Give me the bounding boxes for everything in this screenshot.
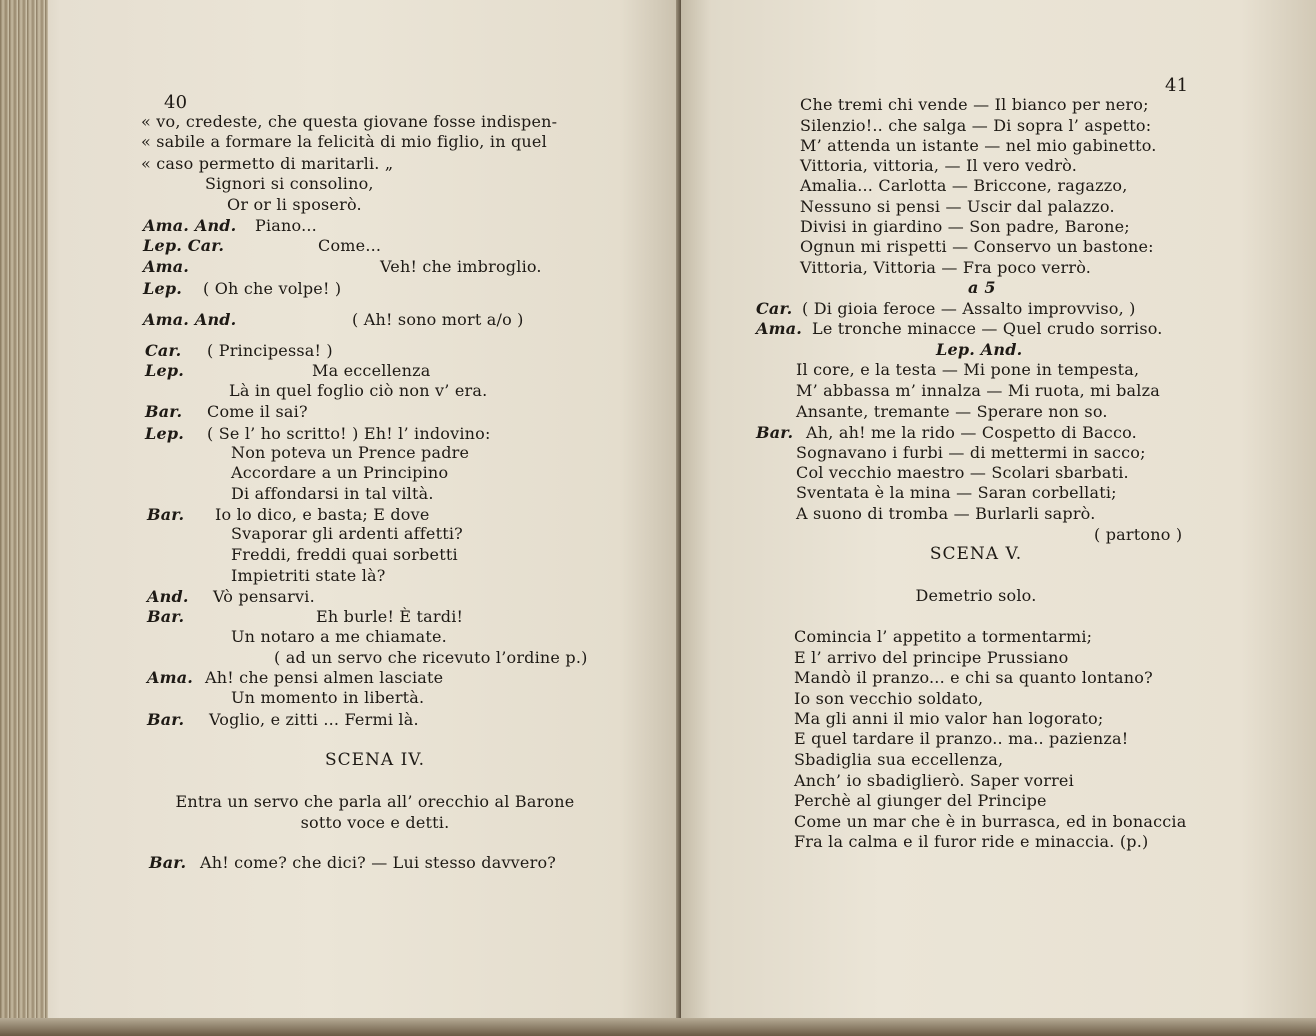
text-line: Voglio, e zitti ... Fermi là. <box>209 710 419 729</box>
text-line: Vò pensarvi. <box>213 587 315 606</box>
monologue-line: Comincia l’ appetito a tormentarmi; <box>794 627 1093 646</box>
text-line: ( Di gioia feroce — Assalto improvviso, ) <box>802 299 1136 318</box>
text-line: Svaporar gli ardenti affetti? <box>231 524 463 543</box>
text-line: Ah! come? che dici? — Lui stesso davvero? <box>200 853 557 872</box>
monologue-line: Perchè al giunger del Principe <box>794 791 1047 810</box>
scene-title: SCENA V. <box>929 544 1023 564</box>
text-line: ( Ah! sono mort a/o ) <box>352 310 524 329</box>
speaker-label: Bar. <box>147 710 185 729</box>
text-line: Nessuno si pensi — Uscir dal palazzo. <box>800 197 1115 216</box>
text-line: Che tremi chi vende — Il bianco per nero; <box>800 95 1149 114</box>
text-line: Ma eccellenza <box>312 361 431 380</box>
speaker-label: Ama. <box>143 257 190 276</box>
text-line: Di affondarsi in tal viltà. <box>231 484 434 503</box>
monologue-line: Io son vecchio soldato, <box>794 689 984 708</box>
speaker-label: Bar. <box>147 505 185 524</box>
speaker-label: Lep. <box>145 361 184 380</box>
monologue-line: E l’ arrivo del principe Prussiano <box>794 648 1069 667</box>
speaker-label: Bar. <box>145 402 183 421</box>
text-line: « caso permetto di maritarli. „ <box>141 154 394 173</box>
book-bottom-edge <box>0 1018 1316 1036</box>
text-line: Ah, ah! me la rido — Cospetto di Bacco. <box>806 423 1137 442</box>
text-line: Col vecchio maestro — Scolari sbarbati. <box>796 463 1129 482</box>
text-line: A suono di tromba — Burlarli saprò. <box>796 504 1096 523</box>
speaker-label: Lep. And. <box>936 340 1023 359</box>
speaker-label: Ama. And. <box>143 310 237 329</box>
ensemble-label: a 5 <box>968 278 996 297</box>
text-line: Come il sai? <box>207 402 308 421</box>
monologue-line: Ma gli anni il mio valor han logorato; <box>794 709 1104 728</box>
text-line: Come... <box>318 236 382 255</box>
speaker-label: And. <box>147 587 189 606</box>
text-line: Freddi, freddi quai sorbetti <box>231 545 458 564</box>
text-line: Là in quel foglio ciò non v’ era. <box>229 381 488 400</box>
text-line: Vittoria, Vittoria — Fra poco verrò. <box>800 258 1092 277</box>
text-line: ( Oh che volpe! ) <box>203 279 342 298</box>
text-line: Ah! che pensi almen lasciate <box>205 668 444 687</box>
text-line: Un notaro a me chiamate. <box>231 627 447 646</box>
page-edges <box>0 0 48 1036</box>
text-line: Divisi in giardino — Son padre, Barone; <box>800 217 1130 236</box>
monologue-line: Come un mar che è in burrasca, ed in bonaccia <box>794 812 1187 831</box>
text-line: Or or li sposerò. <box>227 195 362 214</box>
text-line: Silenzio!.. che salga — Di sopra l’ aspetto: <box>800 116 1152 135</box>
scene-subtitle: Demetrio solo. <box>915 586 1037 605</box>
speaker-label: Bar. <box>147 607 185 626</box>
stage-direction: sotto voce e detti. <box>300 813 450 832</box>
stage-direction: Entra un servo che parla all’ orecchio al Barone <box>175 792 575 811</box>
page-number: 40 <box>164 92 188 113</box>
text-line: Signori si consolino, <box>205 174 374 193</box>
text-line: Il core, e la testa — Mi pone in tempesta, <box>796 360 1140 379</box>
text-line: Sognavano i furbi — di mettermi in sacco; <box>796 443 1146 462</box>
right-page <box>681 0 1316 1036</box>
text-line: ( Principessa! ) <box>207 341 333 360</box>
stage-direction: ( partono ) <box>1094 525 1183 544</box>
text-line: Un momento in libertà. <box>231 688 425 707</box>
text-line: Eh burle! È tardi! <box>316 607 464 626</box>
text-line: Non poteva un Prence padre <box>231 443 470 462</box>
page-number: 41 <box>1165 75 1189 96</box>
speaker-label: Ama. And. <box>143 216 237 235</box>
text-line: Veh! che imbroglio. <box>380 257 542 276</box>
text-line: Vittoria, vittoria, — Il vero vedrò. <box>800 156 1078 175</box>
monologue-line: Fra la calma e il furor ride e minaccia. (p.) <box>794 832 1149 851</box>
text-line: Sventata è la mina — Saran corbellati; <box>796 483 1117 502</box>
monologue-line: Mandò il pranzo... e chi sa quanto lontano? <box>794 668 1153 687</box>
monologue-line: Anch’ io sbadiglierò. Saper vorrei <box>794 771 1074 790</box>
text-line: M’ attenda un istante — nel mio gabinetto. <box>800 136 1157 155</box>
text-line: ( ad un servo che ricevuto l’ordine p.) <box>274 648 588 667</box>
speaker-label: Ama. <box>147 668 194 687</box>
text-line: Ansante, tremante — Sperare non so. <box>796 402 1108 421</box>
speaker-label: Lep. Car. <box>143 236 225 255</box>
speaker-label: Car. <box>145 341 182 360</box>
text-line: Accordare a un Principino <box>231 463 449 482</box>
speaker-label: Car. <box>756 299 793 318</box>
text-line: M’ abbassa m’ innalza — Mi ruota, mi balza <box>796 381 1160 400</box>
speaker-label: Bar. <box>149 853 187 872</box>
text-line: ( Se l’ ho scritto! ) Eh! l’ indovino: <box>207 424 491 443</box>
text-line: « vo, credeste, che questa giovane fosse indispen- <box>141 112 558 131</box>
monologue-line: E quel tardare il pranzo.. ma.. pazienza! <box>794 729 1129 748</box>
speaker-label: Lep. <box>143 279 182 298</box>
monologue-line: Sbadiglia sua eccellenza, <box>794 750 1004 769</box>
speaker-label: Ama. <box>756 319 803 338</box>
scene-title: SCENA IV. <box>324 750 426 770</box>
text-line: « sabile a formare la felicità di mio figlio, in quel <box>141 132 547 151</box>
text-line: Amalia... Carlotta — Briccone, ragazzo, <box>800 176 1128 195</box>
text-line: Piano... <box>255 216 317 235</box>
text-line: Ognun mi rispetti — Conservo un bastone: <box>800 237 1154 256</box>
speaker-label: Bar. <box>756 423 794 442</box>
text-line: Io lo dico, e basta; E dove <box>215 505 430 524</box>
speaker-label: Lep. <box>145 424 184 443</box>
text-line: Le tronche minacce — Quel crudo sorriso. <box>812 319 1163 338</box>
text-line: Impietriti state là? <box>231 566 386 585</box>
